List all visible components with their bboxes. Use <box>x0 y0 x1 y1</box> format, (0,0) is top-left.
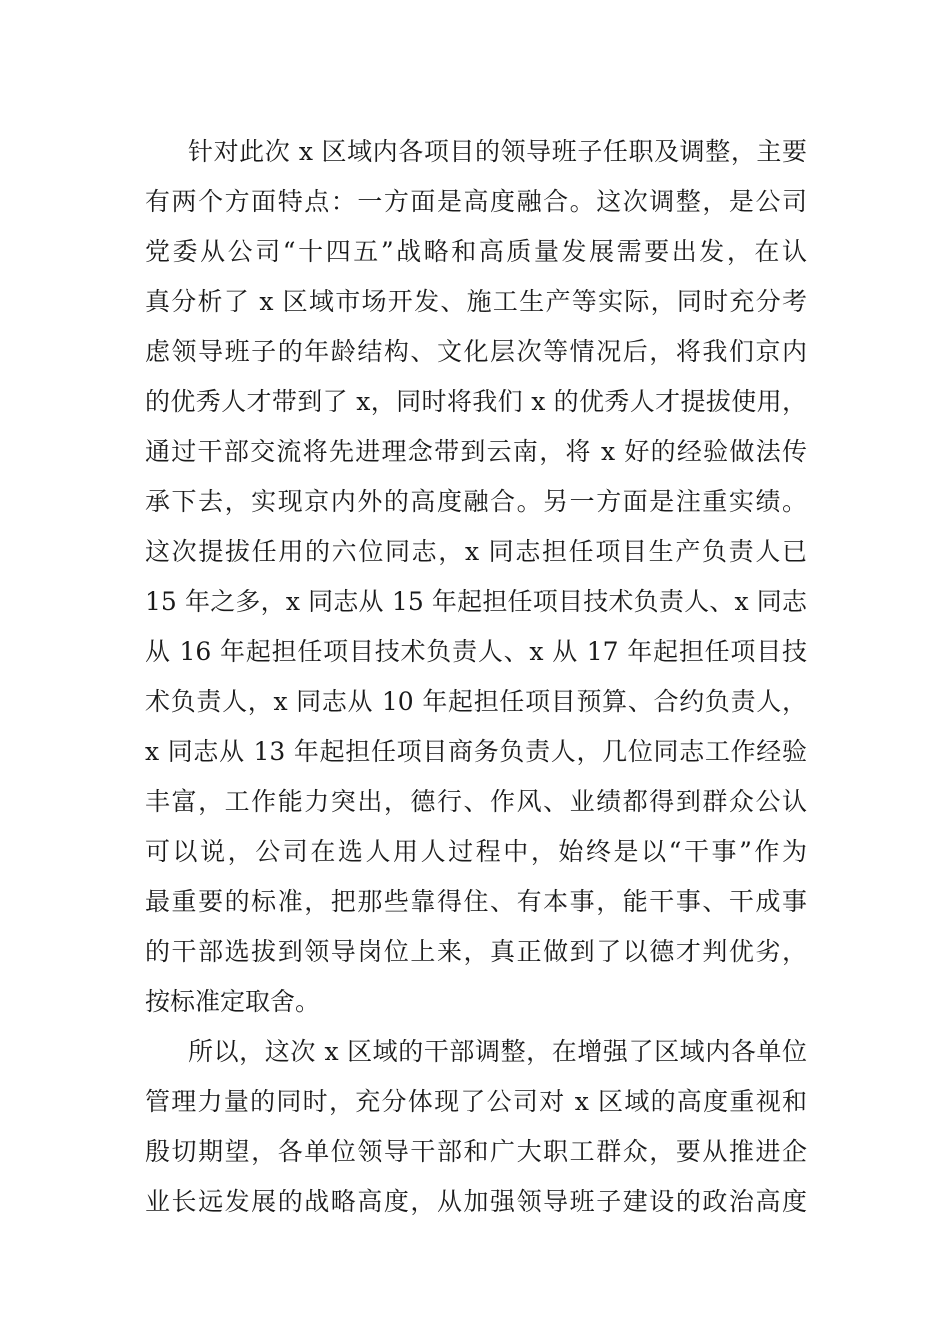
paragraph-2-line-4: 业长远发展的战略高度，从加强领导班子建设的政治高度 <box>145 1187 807 1216</box>
paragraph-1-line-5: 虑领导班子的年龄结构、文化层次等情况后，将我们京内 <box>145 337 807 366</box>
paragraph-1-line-14: 丰富，工作能力突出，德行、作风、业绩都得到群众公认 <box>145 787 807 816</box>
paragraph-1-line-10: 15 年之多，x 同志从 15 年起担任项目技术负责人、x 同志 <box>145 587 807 616</box>
paragraph-1-line-4: 真分析了 x 区域市场开发、施工生产等实际，同时充分考 <box>145 287 807 316</box>
paragraph-2-line-3: 殷切期望，各单位领导干部和广大职工群众，要从推进企 <box>145 1137 807 1166</box>
paragraph-1-line-18: 按标准定取舍。 <box>145 987 321 1016</box>
paragraph-1-line-6: 的优秀人才带到了 x，同时将我们 x 的优秀人才提拔使用， <box>145 387 807 416</box>
paragraph-1-line-11: 从 16 年起担任项目技术负责人、x 从 17 年起担任项目技 <box>145 637 807 666</box>
paragraph-1-line-16: 最重要的标准，把那些靠得住、有本事，能干事、干成事 <box>145 887 807 916</box>
paragraph-1-line-13: x 同志从 13 年起担任项目商务负责人，几位同志工作经验 <box>145 737 807 766</box>
paragraph-1-line-17: 的干部选拔到领导岗位上来，真正做到了以德才判优劣， <box>145 937 807 966</box>
paragraph-1-line-2: 有两个方面特点：一方面是高度融合。这次调整，是公司 <box>145 187 807 216</box>
paragraph-1-line-8: 承下去，实现京内外的高度融合。另一方面是注重实绩。 <box>145 487 807 516</box>
paragraph-1-line-12: 术负责人，x 同志从 10 年起担任项目预算、合约负责人， <box>145 687 807 716</box>
paragraph-1-line-15: 可以说，公司在选人用人过程中，始终是以“干事”作为 <box>145 837 807 866</box>
paragraph-1-line-3: 党委从公司“十四五”战略和高质量发展需要出发，在认 <box>145 237 807 266</box>
paragraph-2-line-1: 所以，这次 x 区域的干部调整，在增强了区域内各单位 <box>188 1037 807 1066</box>
paragraph-1-line-7: 通过干部交流将先进理念带到云南，将 x 好的经验做法传 <box>145 437 807 466</box>
paragraph-1-line-1: 针对此次 x 区域内各项目的领导班子任职及调整，主要 <box>188 137 807 166</box>
paragraph-1-line-9: 这次提拔任用的六位同志，x 同志担任项目生产负责人已 <box>145 537 807 566</box>
paragraph-2-line-2: 管理力量的同时，充分体现了公司对 x 区域的高度重视和 <box>145 1087 807 1116</box>
